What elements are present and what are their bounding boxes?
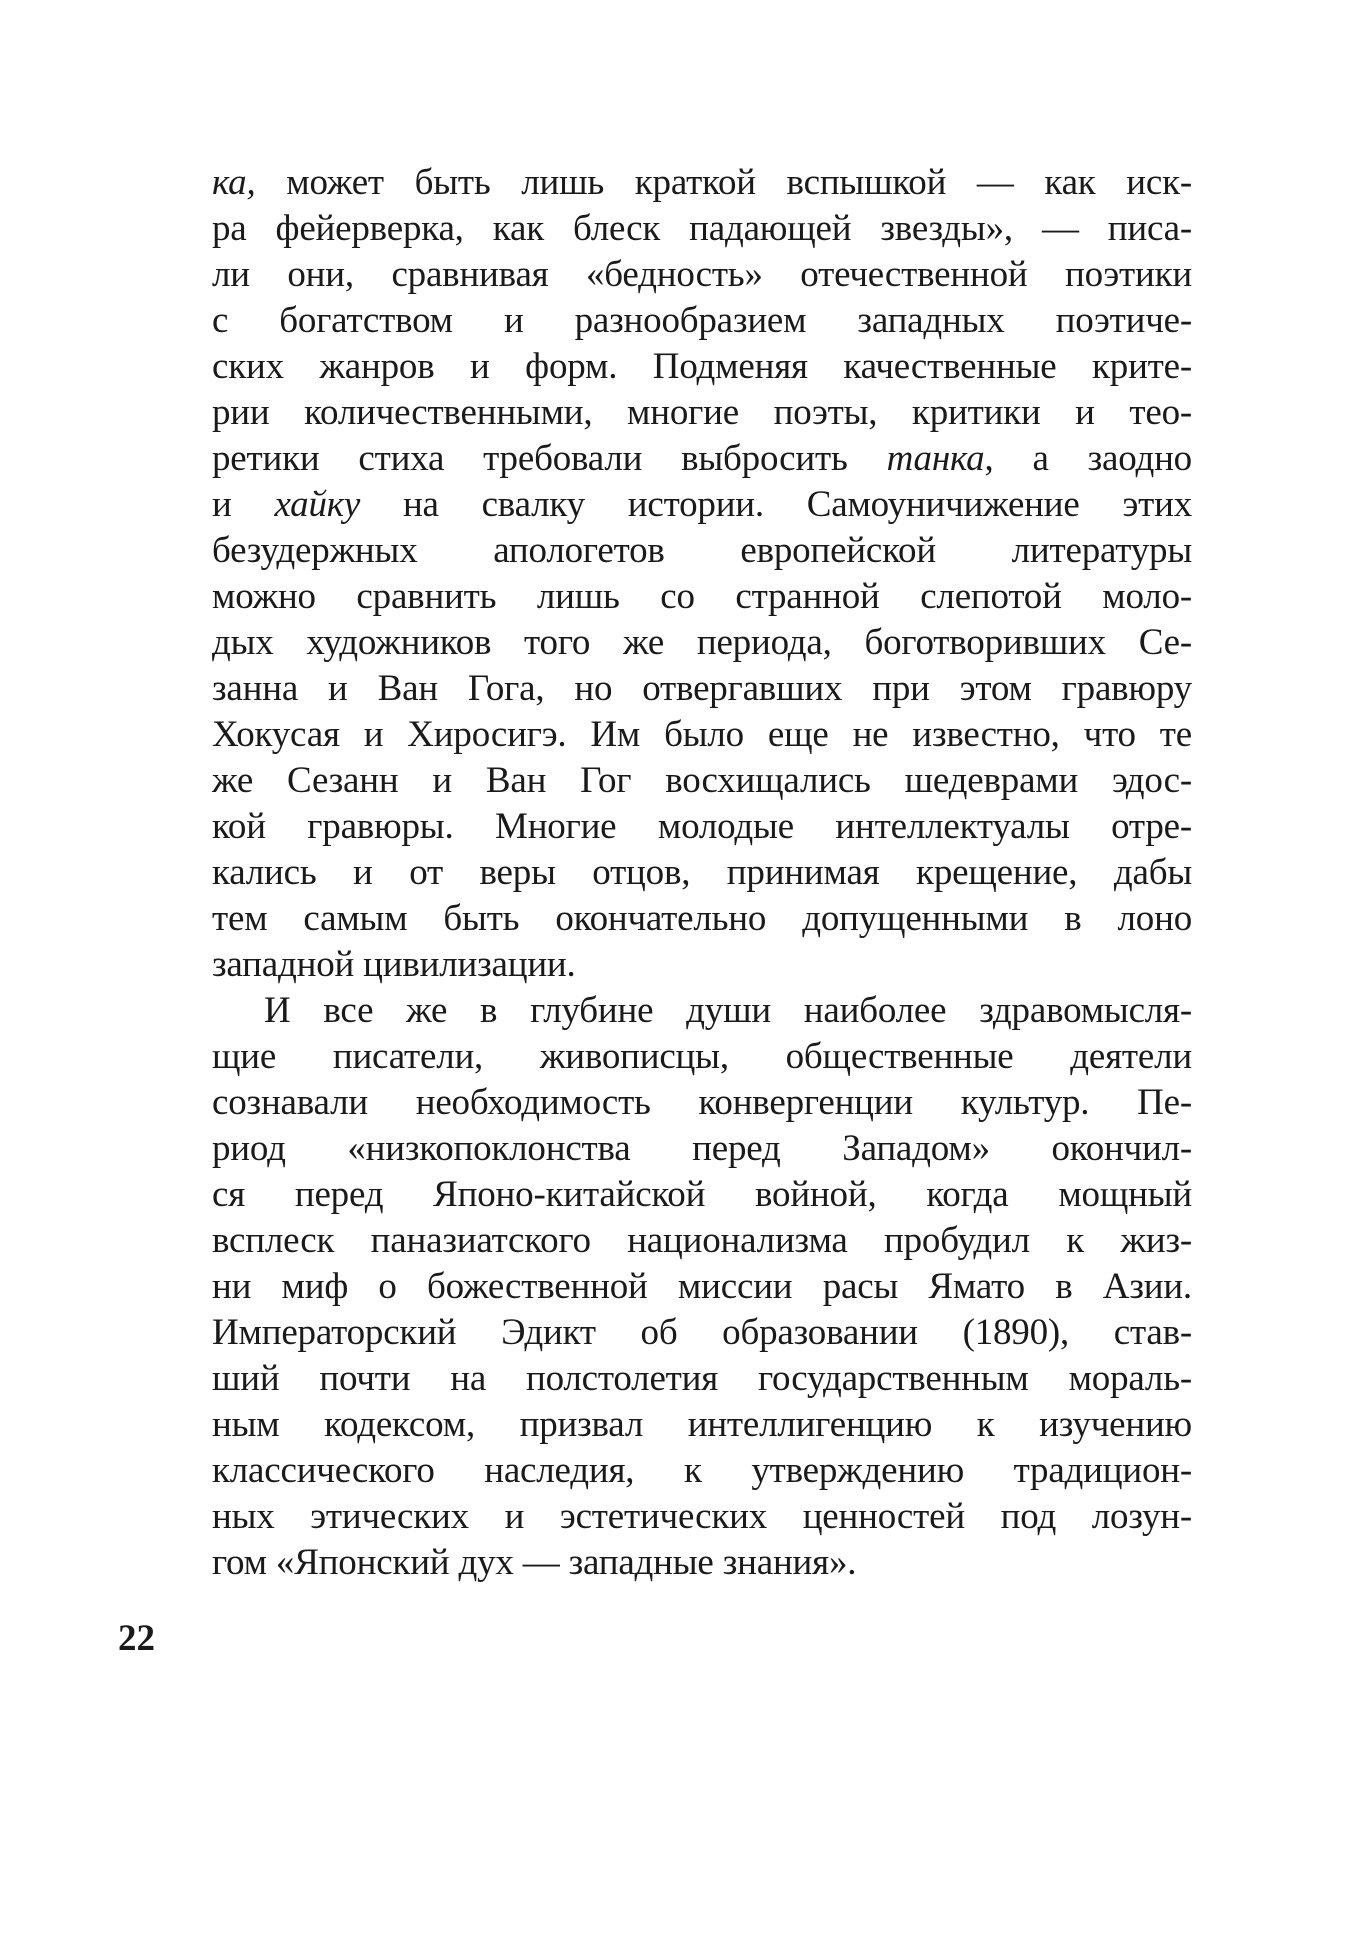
text-line: тем самым быть окончательно допущенными в лоно bbox=[212, 898, 1192, 939]
text-line: ни миф о божественной миссии расы Ямато в Азии. bbox=[212, 1266, 1192, 1307]
body-text bbox=[212, 160, 1192, 1586]
text-line: И все же в глубине души наиболее здравомысля- bbox=[264, 990, 1192, 1031]
text-line: ным кодексом, призвал интеллигенцию к изучению bbox=[212, 1404, 1192, 1445]
text-line: западной цивилизации. bbox=[212, 944, 576, 985]
text-line: ли они, сравнивая «бедность» отечественной поэтики bbox=[212, 254, 1192, 295]
text-line: занна и Ван Гога, но отвергавших при этом гравюру bbox=[212, 668, 1192, 709]
text-line: щие писатели, живописцы, общественные деятели bbox=[212, 1036, 1192, 1077]
text-line: можно сравнить лишь со странной слепотой моло- bbox=[212, 576, 1192, 617]
text-line: ся перед Японо-китайской войной, когда мощный bbox=[212, 1174, 1192, 1215]
text-line: ретики стиха требовали выбросить танка, а заодно bbox=[212, 438, 1192, 479]
text-line: ка, может быть лишь краткой вспышкой — как иск- bbox=[212, 162, 1192, 203]
text-line: ра фейерверка, как блеск падающей звезды», — писа- bbox=[212, 208, 1192, 249]
text-line: и хайку на свалку истории. Самоуничижение этих bbox=[212, 484, 1192, 525]
text-line: гом «Японский дух — западные знания». bbox=[212, 1542, 857, 1583]
text-line: Хокусая и Хиросигэ. Им было еще не известно, что те bbox=[212, 714, 1192, 755]
italic-term: хайку bbox=[274, 484, 361, 525]
text-line: Императорский Эдикт об образовании (1890), став- bbox=[212, 1312, 1192, 1353]
text-line: ший почти на полстолетия государственным мораль- bbox=[212, 1358, 1192, 1399]
text-line: ских жанров и форм. Подменяя качественные крите- bbox=[212, 346, 1192, 387]
page-number: 22 bbox=[118, 1618, 155, 1659]
text-line: рии количественными, многие поэты, критики и тео- bbox=[212, 392, 1192, 433]
italic-term: танка bbox=[886, 438, 985, 479]
text-line: классического наследия, к утверждению традицион- bbox=[212, 1450, 1192, 1491]
text-line: дых художников того же периода, боготворивших Се- bbox=[212, 622, 1192, 663]
text-line: риод «низкопоклонства перед Западом» окончил- bbox=[212, 1128, 1192, 1169]
text-line: ных этических и эстетических ценностей под лозун- bbox=[212, 1496, 1192, 1537]
text-line: безудержных апологетов европейской литературы bbox=[212, 530, 1192, 571]
text-line: с богатством и разнообразием западных поэтиче- bbox=[212, 300, 1192, 341]
text-line: же Сезанн и Ван Гог восхищались шедеврами эдос- bbox=[212, 760, 1192, 801]
text-line: кались и от веры отцов, принимая крещение, дабы bbox=[212, 852, 1192, 893]
text-line: сознавали необходимость конвергенции культур. Пе- bbox=[212, 1082, 1192, 1123]
text-line: всплеск паназиатского национализма пробудил к жиз- bbox=[212, 1220, 1192, 1261]
text-line: кой гравюры. Многие молодые интеллектуалы отре- bbox=[212, 806, 1192, 847]
